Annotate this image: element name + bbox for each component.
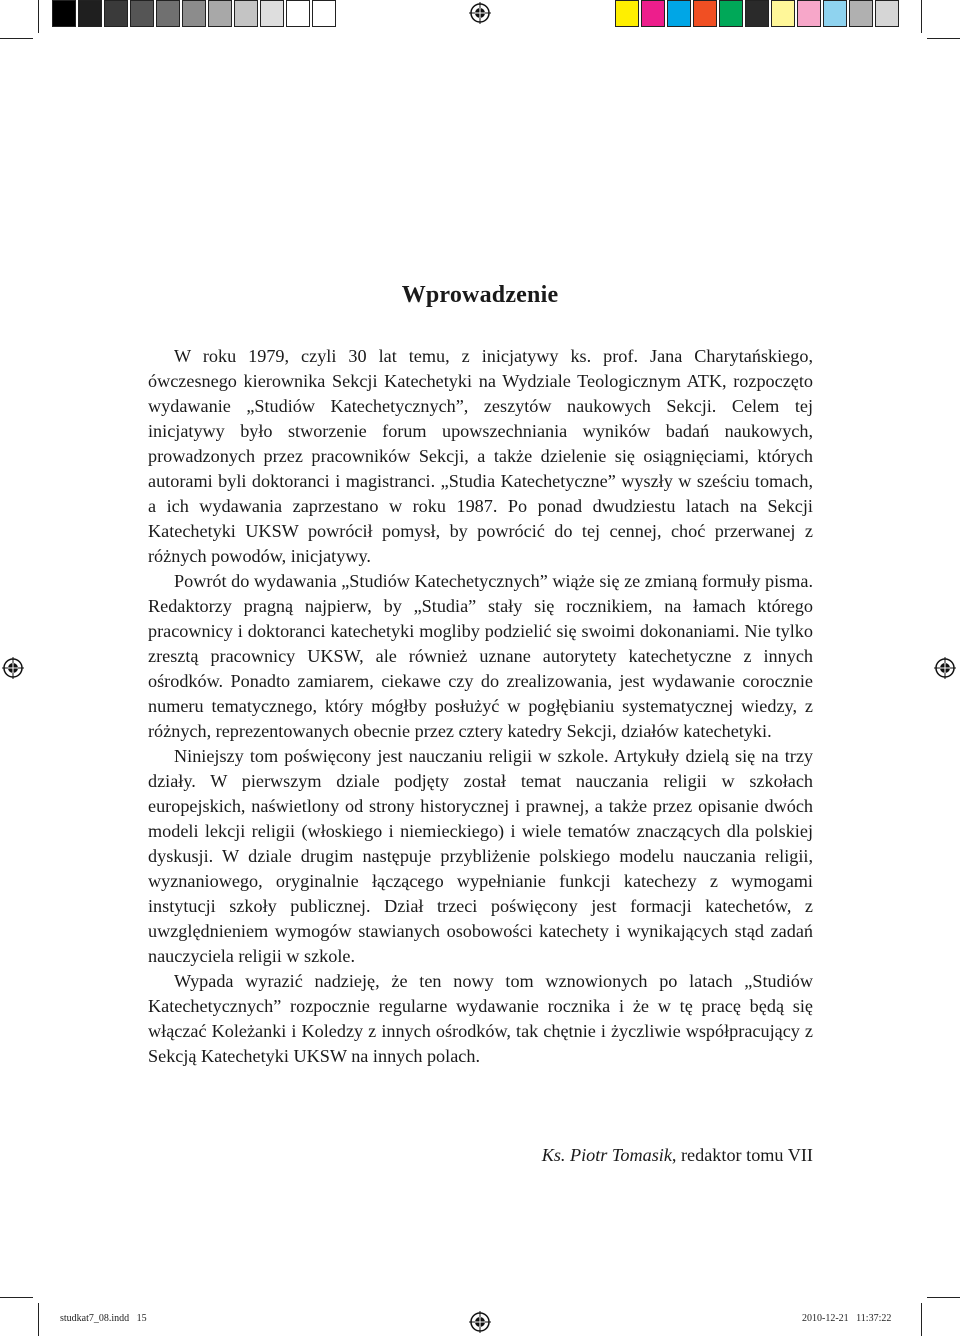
color-swatch — [719, 0, 743, 27]
crop-mark — [0, 38, 33, 39]
color-swatch — [771, 0, 795, 27]
paragraph: W roku 1979, czyli 30 lat temu, z inicjatywy ks. prof. Jana Charytańskiego, ówczesnego kierownika Sekcji Katechetyki na Wydziale Teologicznym ATK, rozpoczęto wydawanie „Studiów Katechetycznych”, zeszytów naukowych Sekcji. Celem tej inicjatywy było stworzenie forum upowszechniania wyników badań naukowych, prowadzonych przez pracowników Sekcji, a także dzielenie się osiągnięciami, których autorami byli doktoranci i magistranci. „Studia Katechetyczne” wyszły w sześciu tomach, a ich wydawania zaprzestano w roku 1987. Po ponad dwudziestu latach na Sekcji Katechetyki UKSW powrócił pomysł, by powrócić do tej cennej, choć przerwanej z różnych powodów, inicjatywy. — [148, 346, 813, 566]
paragraph: Powrót do wydawania „Studiów Katechetycznych” wiąże się ze zmianą formuły pisma. Redaktorzy pragną najpierw, by „Studia” stały się rocznikiem, na łamach którego pracownicy i doktoranci katechetyki mogliby podzielić się swoimi dokonaniami. Nie tylko zresztą pracownicy UKSW, ale również uznane autorytety katechetyczne z innych ośrodków. Ponadto zamiarem, ciekawe czy do zrealizowania, jest wydawanie corocznie numeru tematycznego, który mógłby posłużyć w pogłębianiu systematycznej wiedzy, z różnych, reprezentowanych obecnie przez cztery katedry Sekcji, działów katechetyki. — [148, 571, 813, 741]
color-bar — [615, 0, 899, 27]
page-title: Wprowadzenie — [401, 282, 559, 308]
crop-mark — [38, 0, 39, 33]
slug-datetime: 2010-12-21 11:37:22 — [802, 1313, 892, 1324]
crop-mark — [927, 1297, 960, 1298]
color-swatch — [641, 0, 665, 27]
color-swatch — [823, 0, 847, 27]
color-swatch — [104, 0, 128, 27]
color-swatch — [875, 0, 899, 27]
registration-mark-icon — [934, 657, 956, 679]
color-swatch — [52, 0, 76, 27]
crop-mark — [921, 1303, 922, 1336]
color-swatch — [78, 0, 102, 27]
color-swatch — [234, 0, 258, 27]
grayscale-bar — [52, 0, 336, 27]
registration-mark-icon — [469, 1311, 491, 1333]
body-text — [148, 344, 813, 1069]
color-swatch — [208, 0, 232, 27]
color-swatch — [693, 0, 717, 27]
registration-mark-icon — [469, 2, 491, 24]
color-swatch — [182, 0, 206, 27]
color-swatch — [156, 0, 180, 27]
color-swatch — [260, 0, 284, 27]
color-swatch — [797, 0, 821, 27]
color-swatch — [312, 0, 336, 27]
color-swatch — [667, 0, 691, 27]
paragraph: Niniejszy tom poświęcony jest nauczaniu religii w szkole. Artykuły dzielą się na trzy działy. W pierwszym dziale podjęty został temat nauczania religii w szkołach europejskich, naświetlony od strony historycznej i prawnej, a także przez opisanie dwóch modeli lekcji religii (włoskiego i niemieckiego) i wiele tematów znaczących dla polskiej dyskusji. W dziale drugim następuje przybliżenie polskiego modelu nauczania religii, wyznaniowego, oryginalnie łączącego wypełnianie funkcji katechezy z wymogami instytucji szkoły publicznej. Dział trzeci poświęcony jest formacji katechetów, z uwzględnieniem wymogów stawianych osobowości katechety i wynikających stąd zadań nauczyciela religii w szkole. — [148, 746, 813, 966]
signature — [148, 1145, 813, 1166]
color-swatch — [745, 0, 769, 27]
color-swatch — [615, 0, 639, 27]
crop-mark — [921, 0, 922, 33]
paragraph: Wypada wyrazić nadzieję, że ten nowy tom wznowionych po latach „Studiów Katechetycznych” rozpocznie regularne wydawanie rocznika i że w tę pracę będą się włączać Koleżanki i Koledzy z innych ośrodków, tak chętnie i życzliwie współpracujący z Sekcją Katechetyki UKSW na innych polach. — [148, 971, 813, 1066]
slug-filename: studkat7_08.indd 15 — [60, 1313, 147, 1324]
color-swatch — [849, 0, 873, 27]
color-swatch — [286, 0, 310, 27]
crop-mark — [0, 1297, 33, 1298]
crop-mark — [38, 1303, 39, 1336]
color-swatch — [130, 0, 154, 27]
signature-role: , redaktor tomu VII — [671, 1145, 813, 1165]
registration-mark-icon — [2, 657, 24, 679]
signature-name: Ks. Piotr Tomasik — [541, 1145, 672, 1165]
crop-mark — [927, 38, 960, 39]
